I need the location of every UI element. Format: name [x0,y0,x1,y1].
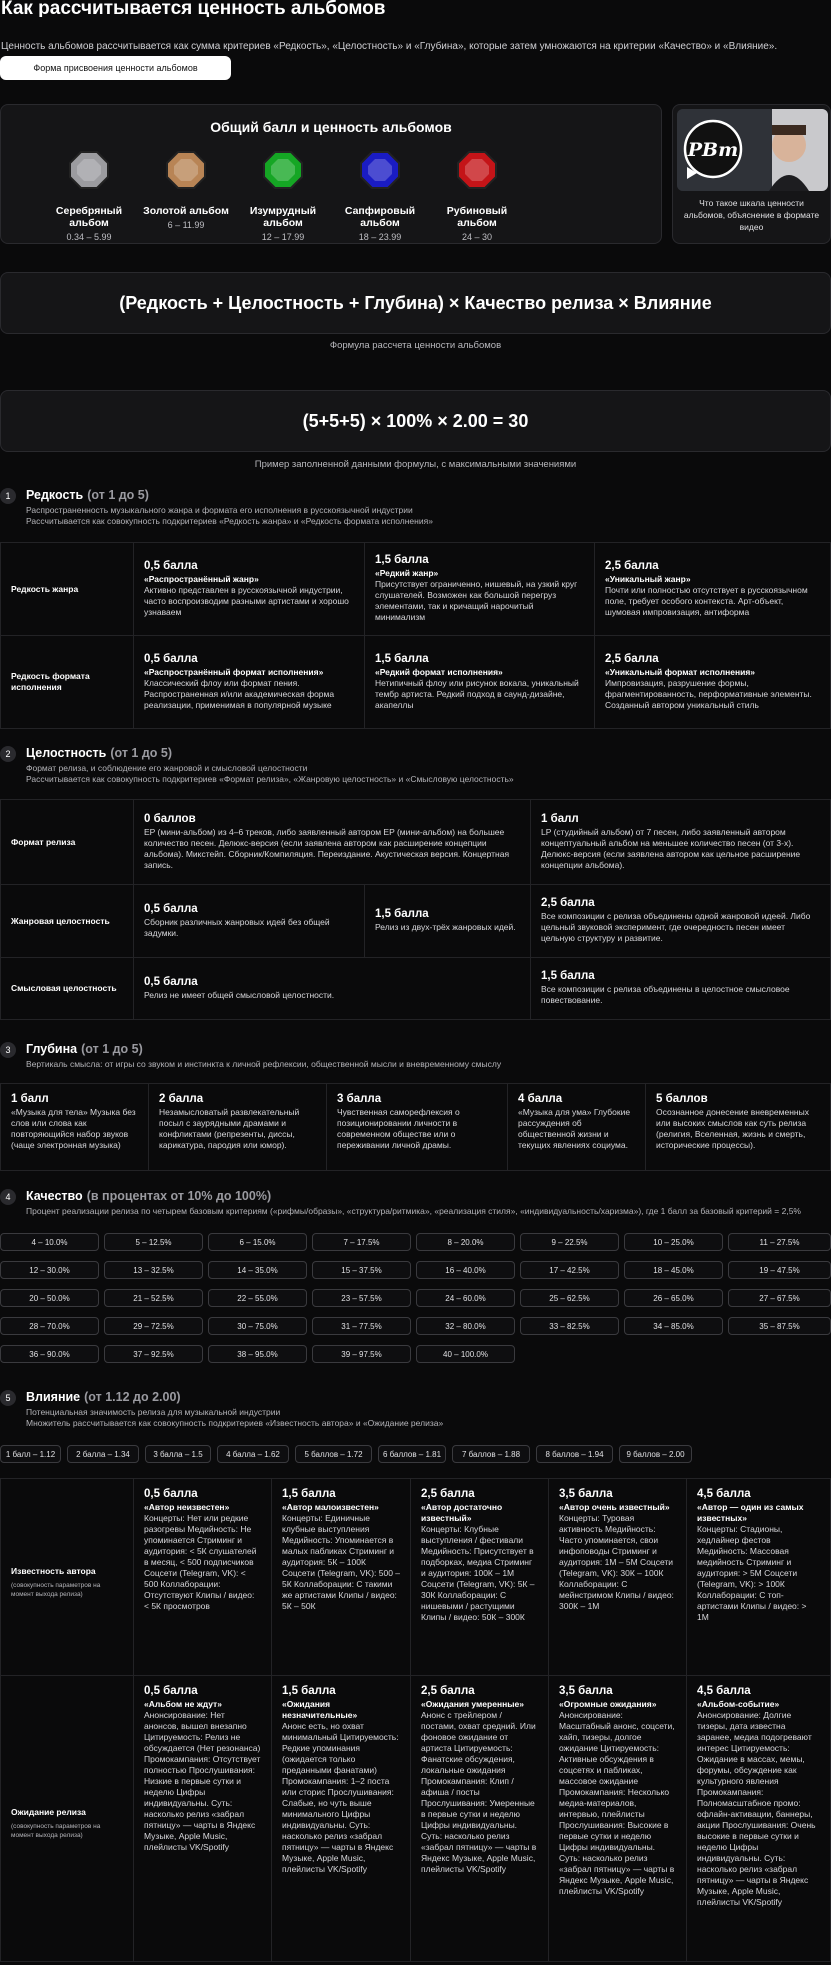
table-cell: 3,5 балла «Огромные ожидания» Анонсирование: Масштабный анонс, соцсети, хайп, тизеры, долгое ожидание Цитируемость: Активные обсуждения в соцсетях и пабликах, массовое ожидание Промокампания: Несколько медиа-материалов, интервью, плейлисты Прослушивания: Высокие в первые сутки и неделю Цифры индивидуальны. Суть: насколько релиз «забрал пятницу» — чарты в Яндекс Музыке, Apple Music, плейлисты VK/Spotify [549,1676,687,1962]
gem-item [429,149,525,242]
row-label: Жанровая целостность [1,885,134,958]
quality-option: 8 – 20.0% [416,1233,515,1251]
quality-option: 24 – 60.0% [416,1289,515,1307]
table-cell: 0,5 балла «Альбом не ждут» Анонсирование: Нет анонсов, вышел внезапно Цитируемость: Релиз не обсуждается (Нет резонанса) Промокампания: Отсутствует полностью Прослушивания: Низкие в первые сутки и неделю Цифры индивидуальны. Суть: насколько релиз «забрал пятницу» — чарты в Яндекс Музыке, Apple Music, плейлисты VK/Spotify [134,1676,272,1962]
section-title: Влияние (от 1.12 до 2.00) [26,1390,181,1404]
formula-box: (Редкость + Целостность + Глубина) × Качество релиза × Влияние [0,272,831,334]
quality-option: 38 – 95.0% [208,1345,307,1363]
table-cell: 0,5 балла Релиз не имеет общей смысловой целостности. [134,958,531,1020]
table-cell: 0,5 балла Сборник различных жанровых идей без общей задумки. [134,885,365,958]
gem-item [235,149,331,242]
table-cell: 3 балла Чувственная саморефлексия о позиционировании личности в современном обществе или о переживании личной драмы. [327,1084,508,1171]
section-number: 4 [0,1189,16,1205]
row-label: Ожидание релиза (совокупность параметров на момент выхода релиза) [1,1676,134,1962]
gem-name: Сапфировый альбом [344,205,416,229]
quality-option: 16 – 40.0% [416,1261,515,1279]
quality-option: 39 – 97.5% [312,1345,411,1363]
form-button[interactable]: Форма присвоения ценности альбомов [0,56,231,80]
gem-list [41,149,526,242]
section-title: Глубина (от 1 до 5) [26,1042,143,1056]
intro-text: Ценность альбомов рассчитывается как сумма критериев «Редкость», «Целостность» и «Глубина», которые затем умножаются на критерии «Качество» и «Влияние». [1,41,778,52]
depth-table [0,1083,831,1171]
quality-option: 29 – 72.5% [104,1317,203,1335]
row-label: Известность автора (совокупность параметров на момент выхода релиза) [1,1479,134,1676]
quality-option: 22 – 55.0% [208,1289,307,1307]
section-title: Качество (в процентах от 10% до 100%) [26,1189,272,1203]
formula-caption: Формула рассчета ценности альбомов [329,340,502,351]
section-title: Редкость (от 1 до 5) [26,488,149,502]
quality-option: 21 – 52.5% [104,1289,203,1307]
table-cell: 2,5 балла «Ожидания умеренные» Анонс с трейлером / постами, охват средний. Или фоновое ожидание от артиста Цитируемость: Фанатские обсуждения, локальные ожидания Промокампания: Клип / афиша / посты Прослушивания: Умеренные в первые сутки и неделю Цифры индивидуальны. Суть: насколько релиз «забрал пятницу» — чарты в Яндекс Музыке, Apple Music, плейлисты VK/Spotify [411,1676,549,1962]
quality-option: 19 – 47.5% [728,1261,831,1279]
quality-option: 26 – 65.0% [624,1289,723,1307]
table-cell: 2,5 балла «Автор достаточно известный» Концерты: Клубные выступления / фестивали Медийность: Присутствует в подборках, медиа Стриминг и аудитория: 100К – 1М Соцсети (Telegram, VK): 5К – 30К Коллаборации: С нишевыми / растущими Клипы / видео: 50К – 300К [411,1479,549,1676]
table-row [1,1084,831,1171]
gem-name: Изумрудный альбом [249,205,317,229]
table-cell: 3,5 балла «Автор очень известный» Концерты: Туровая активность Медийность: Часто упоминается, свои инфоповоды Стриминг и аудитория: 1М – 5М Соцсети (Telegram, VK): 30К – 100К Коллаборации: С мейнстримом Клипы / видео: 300К – 1М [549,1479,687,1676]
quality-option: 10 – 25.0% [624,1233,723,1251]
quality-option: 34 – 85.0% [624,1317,723,1335]
quality-option: 37 – 92.5% [104,1345,203,1363]
table-cell: 5 баллов Осознанное донесение вневременных или высоких смыслов как суть релиза (религия, Вселенная, жизнь и смерть, исторические процессы). [646,1084,831,1171]
table-cell: 1,5 балла Релиз из двух-трёх жанровых идей. [365,885,531,958]
section-description: Потенциальная значимость релиза для музыкальной индустрии Множитель рассчитывается как совокупность подкритериев «Известность автора» и «Ожидание релиза» [26,1407,444,1428]
quality-option: 18 – 45.0% [624,1261,723,1279]
quality-option: 31 – 77.5% [312,1317,411,1335]
quality-option: 23 – 57.5% [312,1289,411,1307]
section-number: 5 [0,1390,16,1406]
influence-option: 8 баллов – 1.94 [536,1445,613,1463]
video-thumbnail[interactable] [677,109,828,191]
section-description: Распространенность музыкального жанра и формата его исполнения в русскоязычной индустрии Рассчитывается как совокупность подкритериев «Редкость жанра» и «Редкость формата исполнения» [26,505,433,526]
table-cell: 2 балла Незамысловатый развлекательный посыл с заурядными драмами и конфликтами (репрезенты, диссы, карикатура, пародия или юмор). [149,1084,327,1171]
section-number: 2 [0,746,16,762]
gem-icon [262,149,304,191]
table-cell: 1,5 балла «Автор малоизвестен» Концерты: Единичные клубные выступления Медийность: Упоминается в малых пабликах Стриминг и аудитория: 5К – 100К Соцсети (Telegram, VK): 500 – 5К Коллаборации: С такими же артистами Клипы / видео: 5К – 50К [272,1479,411,1676]
video-logo: PBm [687,139,739,161]
gem-icon [68,149,110,191]
quality-option: 17 – 42.5% [520,1261,619,1279]
row-label: Смысловая целостность [1,958,134,1020]
table-cell: 1 балл «Музыка для тела» Музыка без слов или слова как повторяющийся набор звуков (чаще электронная музыка) [1,1084,149,1171]
video-card[interactable] [672,104,831,244]
section-number: 3 [0,1042,16,1058]
influence-option: 7 баллов – 1.88 [452,1445,530,1463]
table-cell: 1 балл LP (студийный альбом) от 7 песен, либо заявленный автором концептуальный альбом на меньшее количество песен (от 3-х). Делюкс-версия (если заявлена автором как цельное расширение концепции альбома). [531,800,831,885]
influence-table [0,1478,831,1962]
table-cell: 1,5 балла «Ожидания незначительные» Анонс есть, но охват минимальный Цитируемость: Редкие упоминания (ожидается только преданными фанатами) Промокампания: 1–2 поста или сторис Прослушивания: Слабые, но чуть выше минимального Цифры индивидуальны. Суть: насколько релиз «забрал пятницу» — чарты в Яндекс Музыке, Apple Music, плейлисты VK/Spotify [272,1676,411,1962]
gem-range: 24 – 30 [461,232,493,242]
table-cell: 0,5 балла «Распространённый формат исполнения» Классический флоу или формат пения. Распространенная и/или академическая форма реализации, применимая в популярной музыке [134,636,365,729]
score-title: Общий балл и ценность альбомов [210,119,452,135]
table-cell: 1,5 балла «Редкий формат исполнения» Нетипичный флоу или рисунок вокала, уникальный тембр артиста. Редкий подход в саунд-дизайне, акапеллы [365,636,595,729]
table-cell: 4 балла «Музыка для ума» Глубокие рассуждения об общественной жизни и текущих явлениях социума. [508,1084,646,1171]
gem-range: 6 – 11.99 [167,220,205,230]
influence-option: 3 балла – 1.5 [145,1445,211,1463]
table-cell: 0 баллов EP (мини-альбом) из 4–6 треков, либо заявленный автором EP (мини-альбом) на большее количество песен. Делюкс-версия (если заявлена автором как расширение концепции альбома). Микстейп. Сборник/Компиляция. Переиздание. Акустическая версия. Концертная запись. [134,800,531,885]
influence-option: 1 балл – 1.12 [0,1445,61,1463]
quality-option: 11 – 27.5% [728,1233,831,1251]
section-description: Процент реализации релиза по четырем базовым критериям («рифмы/образы», «структура/ритмика», «реализация стиля», «индивидуальность/харизма»), где 1 балл за базовый критерий = 2,5% [26,1206,801,1216]
quality-option: 13 – 32.5% [104,1261,203,1279]
table-row [1,885,831,958]
table-cell: 1,5 балла Все композиции с релиза объединены в целостное смысловое повествование. [531,958,831,1020]
formula-example-box: (5+5+5) × 100% × 2.00 = 30 [0,390,831,452]
quality-option: 7 – 17.5% [312,1233,411,1251]
table-cell: 2,5 балла «Уникальный формат исполнения» Импровизация, разрушение формы, фрагментированность, перформативные элементы. Созданный автором уникальный стиль [595,636,831,729]
quality-option: 32 – 80.0% [416,1317,515,1335]
quality-option: 6 – 15.0% [208,1233,307,1251]
quality-option: 14 – 35.0% [208,1261,307,1279]
table-row [1,543,831,636]
influence-option: 9 баллов – 2.00 [619,1445,692,1463]
integrity-table [0,799,831,1020]
table-cell: 2,5 балла «Уникальный жанр» Почти или полностью отсутствует в русскоязычном поле, требует особого контекста. Арт-объект, шумовая импровизация, антиформа [595,543,831,636]
gem-name: Рубиновый альбом [446,205,508,229]
influence-option: 2 балла – 1.34 [67,1445,139,1463]
table-cell: 0,5 балла «Автор неизвестен» Концерты: Нет или редкие разогревы Медийность: Не упоминается Стриминг и аудитория: < 5К слушателей в месяц, < 500 подписчиков Соцсети (Telegram, VK): < 500 Коллаборации: Отсутствуют Клипы / видео: < 5К просмотров [134,1479,272,1676]
table-row [1,958,831,1020]
quality-option: 4 – 10.0% [0,1233,99,1251]
table-row [1,800,831,885]
page-title: Как рассчитывается ценность альбомов [1,0,386,17]
quality-option: 20 – 50.0% [0,1289,99,1307]
table-row [1,1676,831,1962]
table-cell: 0,5 балла «Распространённый жанр» Активно представлен в русскоязычной индустрии, часто воспроизводим разными артистами и хорошо узнаваем [134,543,365,636]
table-cell: 1,5 балла «Редкий жанр» Присутствует ограниченно, нишевый, на узкий круг слушателей. Возможен как большой перегруз элементами, так и кричащий нарочитый минимализм [365,543,595,636]
influence-option: 6 баллов – 1.81 [378,1445,446,1463]
gem-icon [165,149,207,191]
section-number: 1 [0,488,16,504]
video-caption: Что такое шкала ценности альбомов, объяснение в формате видео [683,198,820,232]
quality-option: 28 – 70.0% [0,1317,99,1335]
rarity-table [0,542,831,729]
quality-option: 5 – 12.5% [104,1233,203,1251]
table-cell: 4,5 балла «Автор — один из самых известных» Концерты: Стадионы, хедлайнер фестов Медийность: Массовая медийность Стриминг и аудитория: > 5М Соцсети (Telegram, VK): > 100К Коллаборации: С топ-артистами Клипы / видео: > 1М [687,1479,831,1676]
row-label: Формат релиза [1,800,134,885]
influence-option: 5 баллов – 1.72 [295,1445,372,1463]
quality-option: 15 – 37.5% [312,1261,411,1279]
section-title: Целостность (от 1 до 5) [26,746,173,760]
table-cell: 4,5 балла «Альбом-событие» Анонсирование: Долгие тизеры, дата известна заранее, медиа подогревают интерес Цитируемость: Ожидание в массах, мемы, форумы, обсуждение как культурного явления Промокампания: Полномасштабное промо: офлайн-активации, баннеры, акции Прослушивания: Очень высокие в первые сутки и неделю Цифры индивидуальны. Суть: насколько релиз «забрал пятницу» — чарты в Яндекс Музыке, Apple Music, плейлисты VK/Spotify [687,1676,831,1962]
table-row [1,1479,831,1676]
quality-option: 33 – 82.5% [520,1317,619,1335]
quality-option: 27 – 67.5% [728,1289,831,1307]
gem-name: Серебряный альбом [55,205,123,229]
quality-option: 40 – 100.0% [416,1345,515,1363]
row-label: Редкость жанра [1,543,134,636]
gem-range: 12 – 17.99 [261,232,305,242]
gem-range: 0.34 – 5.99 [66,232,112,242]
quality-option: 30 – 75.0% [208,1317,307,1335]
section-description: Вертикаль смысла: от игры со звуком и инстинкта к личной рефлексии, общественной мысли и вневременному смыслу [26,1059,502,1069]
quality-option: 25 – 62.5% [520,1289,619,1307]
table-cell: 2,5 балла Все композиции с релиза объединены одной жанровой идеей. Либо цельный звуковой эксперимент, где очередность песен имеет цельную структуру и развитие. [531,885,831,958]
quality-option: 36 – 90.0% [0,1345,99,1363]
gem-item [332,149,428,242]
influence-option: 4 балла – 1.62 [217,1445,289,1463]
table-row [1,636,831,729]
gem-name: Золотой альбом [143,205,229,217]
quality-option: 9 – 22.5% [520,1233,619,1251]
row-label: Редкость формата исполнения [1,636,134,729]
quality-option: 12 – 30.0% [0,1261,99,1279]
gem-item [41,149,137,242]
gem-range: 18 – 23.99 [358,232,402,242]
video-preview-image [677,109,828,191]
gem-icon [456,149,498,191]
gem-icon [359,149,401,191]
score-panel [0,104,662,244]
gem-item [138,149,234,242]
quality-option: 35 – 87.5% [728,1317,831,1335]
formula-example-caption: Пример заполненной данными формулы, с максимальными значениями [254,459,577,470]
section-description: Формат релиза, и соблюдение его жанровой и смысловой целостности Рассчитывается как совокупность подкритериев «Формат релиза», «Жанровую целостность» и «Смысловую целостность» [26,763,514,784]
